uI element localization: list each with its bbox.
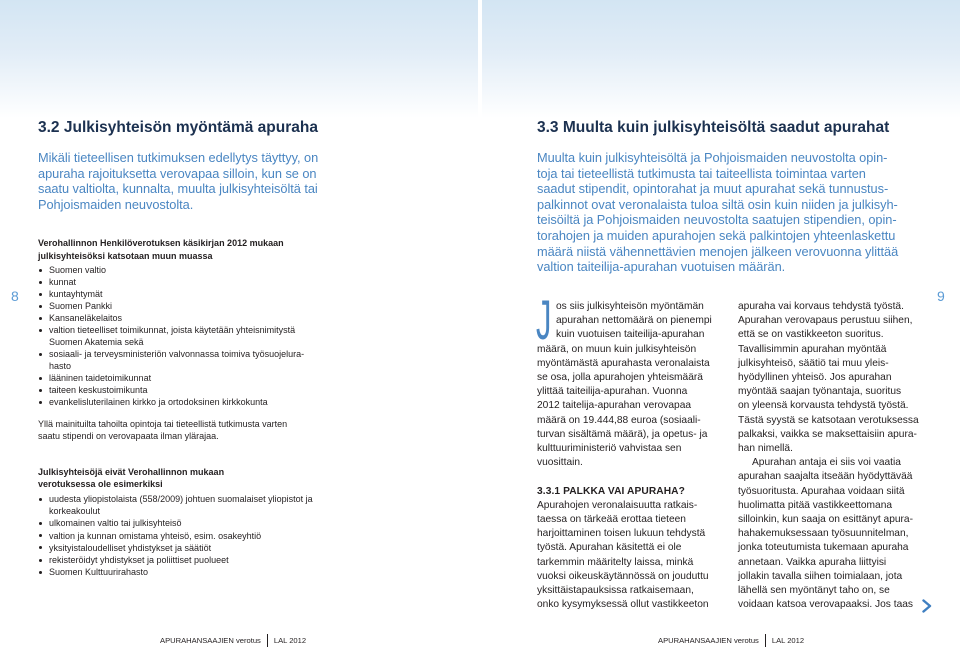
bullet-icon <box>39 546 42 549</box>
non-public-bodies-intro <box>38 466 224 490</box>
bullet-icon <box>39 498 42 501</box>
text-line: voidaan katsoa verovapaaksi. Jos taas <box>738 599 913 611</box>
page-number: 9 <box>937 288 945 304</box>
bullet-text-line: Kansaneläkelaitos <box>49 313 123 323</box>
bullet-text-line: hasto <box>49 361 72 371</box>
public-bodies-intro <box>38 237 284 263</box>
intro-line: toja tai tieteellistä tutkimusta tai taiteellista toimintaa varten <box>537 165 866 181</box>
footer-issue: LAL 2012 <box>771 636 805 645</box>
paragraph <box>738 300 919 456</box>
bullet-text-line: lääninen taidetoimikunnat <box>49 373 152 383</box>
text-line: hahakemuksessaan työsuunnitelman, <box>738 528 909 540</box>
text-line: taessa on tärkeää erottaa tieteen <box>537 514 686 526</box>
footer-issue: LAL 2012 <box>273 636 307 645</box>
chevron-right-icon <box>921 599 933 613</box>
bullet-icon <box>39 401 42 404</box>
text-line: ylittää taiteilija-apurahan. Vuonna <box>537 386 688 398</box>
section-heading: 3.2 Julkisyhteisön myöntämä apuraha <box>38 119 318 136</box>
text-line: Apurahan antaja ei siis voi vaatia <box>752 457 901 469</box>
bullet-icon <box>39 559 42 562</box>
bullet-text-line: taiteen keskustoimikunta <box>49 385 148 395</box>
text-line: onko kysymyksessä ollut vastikkeeton <box>537 599 709 611</box>
text-line: annetaan. Vaikka apuraha liittyisi <box>738 556 887 568</box>
text-line: Apurahojen veronalaisuutta ratkais- <box>537 499 698 511</box>
text-line: apurahan saajalta itseään hyödyttävää <box>738 471 913 483</box>
bullet-icon <box>39 281 42 284</box>
bullet-list-item <box>38 372 304 384</box>
text-line: julkisyhteisö, säätiö tai muu yleis- <box>738 357 889 369</box>
text-line: työstä. Apurahan käsitettä ei ole <box>537 542 682 554</box>
text-line: jonka toteutumista tukemaan apuraha <box>738 542 909 554</box>
footer-separator <box>765 634 766 647</box>
bullet-icon <box>39 377 42 380</box>
bullet-icon <box>39 329 42 332</box>
paragraph-spacer <box>537 470 712 484</box>
bullet-text-line: kunnat <box>49 277 77 287</box>
intro-line: Mikäli tieteellisen tutkimuksen edellytys täyttyy, on <box>38 150 319 165</box>
tax-free-note <box>38 418 287 442</box>
page-footer <box>658 634 804 647</box>
bullet-list-item <box>38 264 304 276</box>
bold-text-line: verotuksessa ole esimerkiksi <box>38 479 163 489</box>
bullet-list-item <box>38 542 313 554</box>
top-color-band <box>482 0 960 118</box>
text-line: hyödyllinen yhteisö. Jos apurahan <box>738 372 892 384</box>
text-line: kuin vuotuisen taiteilija-apurahan <box>556 329 705 341</box>
paragraph <box>738 456 919 612</box>
bullet-icon <box>39 269 42 272</box>
bold-text-line: Julkisyhteisöjä eivät Verohallinnon mukaan <box>38 467 225 477</box>
bullet-text-line: uudesta yliopistolaista (558/2009) johtuen suomalaiset yliopistot ja <box>49 494 313 504</box>
drop-cap-lines <box>537 300 712 343</box>
bullet-list-item <box>38 566 313 578</box>
bullet-text-line: rekisteröidyt yhdistykset ja poliittiset puolueet <box>49 555 229 566</box>
paragraph <box>537 343 712 471</box>
bullet-list-item <box>38 493 313 517</box>
intro-line: Pohjoismaiden neuvostolta. <box>38 196 194 212</box>
text-line: jollakin tavalla siihen toimialaan, jota <box>738 570 903 582</box>
bullet-icon <box>39 571 42 574</box>
text-line: on yleensä korvausta tehdystä työstä. <box>738 400 909 412</box>
bullet-icon <box>39 522 42 525</box>
bullet-list-item <box>38 312 304 324</box>
bold-text-line: julkisyhteisöksi katsotaan muun muassa <box>38 251 213 261</box>
footer-publication: APURAHANSAAJIEN verotus <box>658 636 759 645</box>
text-line: myöntää saajan työnantaja, suoritus <box>738 386 902 398</box>
text-line: saatu stipendi on verovapaata ilman ylärajaa. <box>38 431 219 441</box>
subheading: 3.3.1 PALKKA VAI APURAHA? <box>537 485 685 497</box>
bullet-list-item <box>38 530 313 542</box>
bullet-list-item <box>38 554 313 566</box>
intro-line: määrä niistä vähennettävien menojen jälkeen verovuonna ylittää <box>537 243 899 259</box>
text-line: huolimatta pitää vastikkeettomana <box>738 499 893 511</box>
text-line: apuraha vai korvaus tehdystä työstä. <box>738 301 904 312</box>
section-heading: 3.3 Muulta kuin julkisyhteisöltä saadut apurahat <box>537 119 890 136</box>
intro-line: saadut stipendit, opintorahat ja muut apurahat sekä tunnustus- <box>537 181 889 197</box>
bullet-list-item <box>38 300 304 312</box>
text-line: työsuoritusta. Apurahaa voidaan siitä <box>738 485 905 497</box>
text-line: han nimellä. <box>738 443 793 455</box>
public-bodies-list <box>38 264 304 408</box>
text-line: turvan sisältämä määrä), ja opetus- ja <box>537 428 708 440</box>
bullet-list-item <box>38 517 313 529</box>
bullet-icon <box>39 389 42 392</box>
non-public-bodies-list <box>38 493 313 578</box>
page-number: 8 <box>11 288 19 304</box>
bullet-text-line: ulkomainen valtio tai julkisyhteisö <box>49 518 182 529</box>
intro-paragraph <box>537 150 898 275</box>
intro-line: torahojen ja muiden apurahojen sekä palkintojen yhteenlaskettu <box>537 227 896 243</box>
text-line: myöntämästä apurahasta veronalaista <box>537 357 710 369</box>
bullet-text-line: Suomen Kulttuurirahasto <box>49 567 149 578</box>
text-line: määrä, on muun kuin julkisyhteisön <box>537 343 697 355</box>
paragraph <box>537 499 712 613</box>
text-line: vuosittain. <box>537 457 583 469</box>
intro-line: Muulta kuin julkisyhteisöltä ja Pohjoismaiden neuvostolta opin- <box>537 150 888 165</box>
bullet-list-item <box>38 276 304 288</box>
text-line: Tavallisimmin apurahan myöntää <box>738 343 887 355</box>
bullet-list-item <box>38 324 304 348</box>
bold-text-line: Verohallinnon Henkilöverotuksen käsikirjan 2012 mukaan <box>38 238 284 248</box>
text-line: vuoksi oikeuskäytännössä on jouduttu <box>537 570 709 582</box>
text-line: kulttuuriministeriö vahvistaa sen <box>537 443 682 455</box>
bullet-icon <box>39 293 42 296</box>
text-line: os siis julkisyhteisön myöntämän <box>556 301 704 312</box>
text-line: määrä on 19.444,88 euroa (sosiaali- <box>537 414 701 426</box>
intro-line: valtion taiteilija-apurahan vuotuisen määrän. <box>537 259 786 275</box>
intro-line: apuraha rajoituksetta verovapaa silloin, kun se on <box>38 165 317 181</box>
text-line: se osa, jolla apurahojen yhteismäärä <box>537 372 703 384</box>
bullet-text-line: kuntayhtymät <box>49 289 103 299</box>
bullet-text-line: valtion tieteelliset toimikunnat, joista käytetään yhteisnimitystä <box>49 325 296 335</box>
text-line: apurahan nettomäärä on pienempi <box>556 315 712 327</box>
bullet-icon <box>39 305 42 308</box>
text-line: Tästä syystä se katsotaan verotuksessa <box>738 414 919 426</box>
text-line: 2012 taitelija-apurahan verovapaa <box>537 400 692 412</box>
bullet-icon <box>39 317 42 320</box>
intro-line: saatu valtiolta, kunnalta, muulta julkisyhteisöltä tai <box>38 181 318 197</box>
bullet-list-item <box>38 288 304 300</box>
text-column-1 <box>536 288 712 612</box>
page-footer <box>160 634 306 647</box>
drop-cap-letter: J <box>536 288 552 352</box>
bullet-text-line: Suomen Akatemia sekä <box>49 337 144 347</box>
bullet-list-item <box>38 396 304 408</box>
text-column-2 <box>738 300 919 612</box>
bullet-icon <box>39 534 42 537</box>
text-line: silloinkin, kun saaja on esittänyt apura- <box>738 514 913 526</box>
top-color-band <box>0 0 478 118</box>
bullet-text-line: Suomen valtio <box>49 265 107 275</box>
text-line: tarkemmin määritelty laissa, minkä <box>537 556 694 568</box>
intro-paragraph <box>38 150 318 212</box>
text-line: harjoittaminen toisen lukuun tehdystä <box>537 528 706 540</box>
text-line: yksittäistapauksissa ratkaisemaan, <box>537 585 694 597</box>
text-line: lähellä sen myöntänyt taho on, se <box>738 585 890 597</box>
bullet-list-item <box>38 348 304 372</box>
bullet-text-line: evankelisluterilainen kirkko ja ortodoksinen kirkkokunta <box>49 397 268 407</box>
footer-separator <box>267 634 268 647</box>
text-line: että se on vastikkeeton suoritus. <box>738 329 884 341</box>
bullet-text-line: korkeakoulut <box>49 506 101 517</box>
text-line: Yllä mainituilta tahoilta opintoja tai tieteellistä tutkimusta varten <box>38 419 288 429</box>
bullet-text-line: Suomen Pankki <box>49 301 113 311</box>
bullet-text-line: valtion ja kunnan omistama yhteisö, esim. osakeyhtiö <box>49 530 262 541</box>
bullet-list-item <box>38 384 304 396</box>
text-line: Apurahan verovapaus perustuu siihen, <box>738 315 913 327</box>
intro-line: palkinnot ovat veronalaista tuloa siltä osin kuin niiden ja julkisyh- <box>537 196 898 212</box>
bullet-icon <box>39 353 42 356</box>
bullet-text-line: sosiaali- ja terveysministeriön valvonnassa toimiva työsuojelura- <box>49 349 305 359</box>
bullet-text-line: yksityistaloudelliset yhdistykset ja säätiöt <box>49 542 212 553</box>
footer-publication: APURAHANSAAJIEN verotus <box>160 636 261 645</box>
text-line: palkaksi, vaikka se maksettaisiin apura- <box>738 428 917 440</box>
intro-line: teisöiltä ja Pohjoismaiden neuvostolta saatujen stipendien, opin- <box>537 212 897 228</box>
right-page <box>480 0 960 655</box>
